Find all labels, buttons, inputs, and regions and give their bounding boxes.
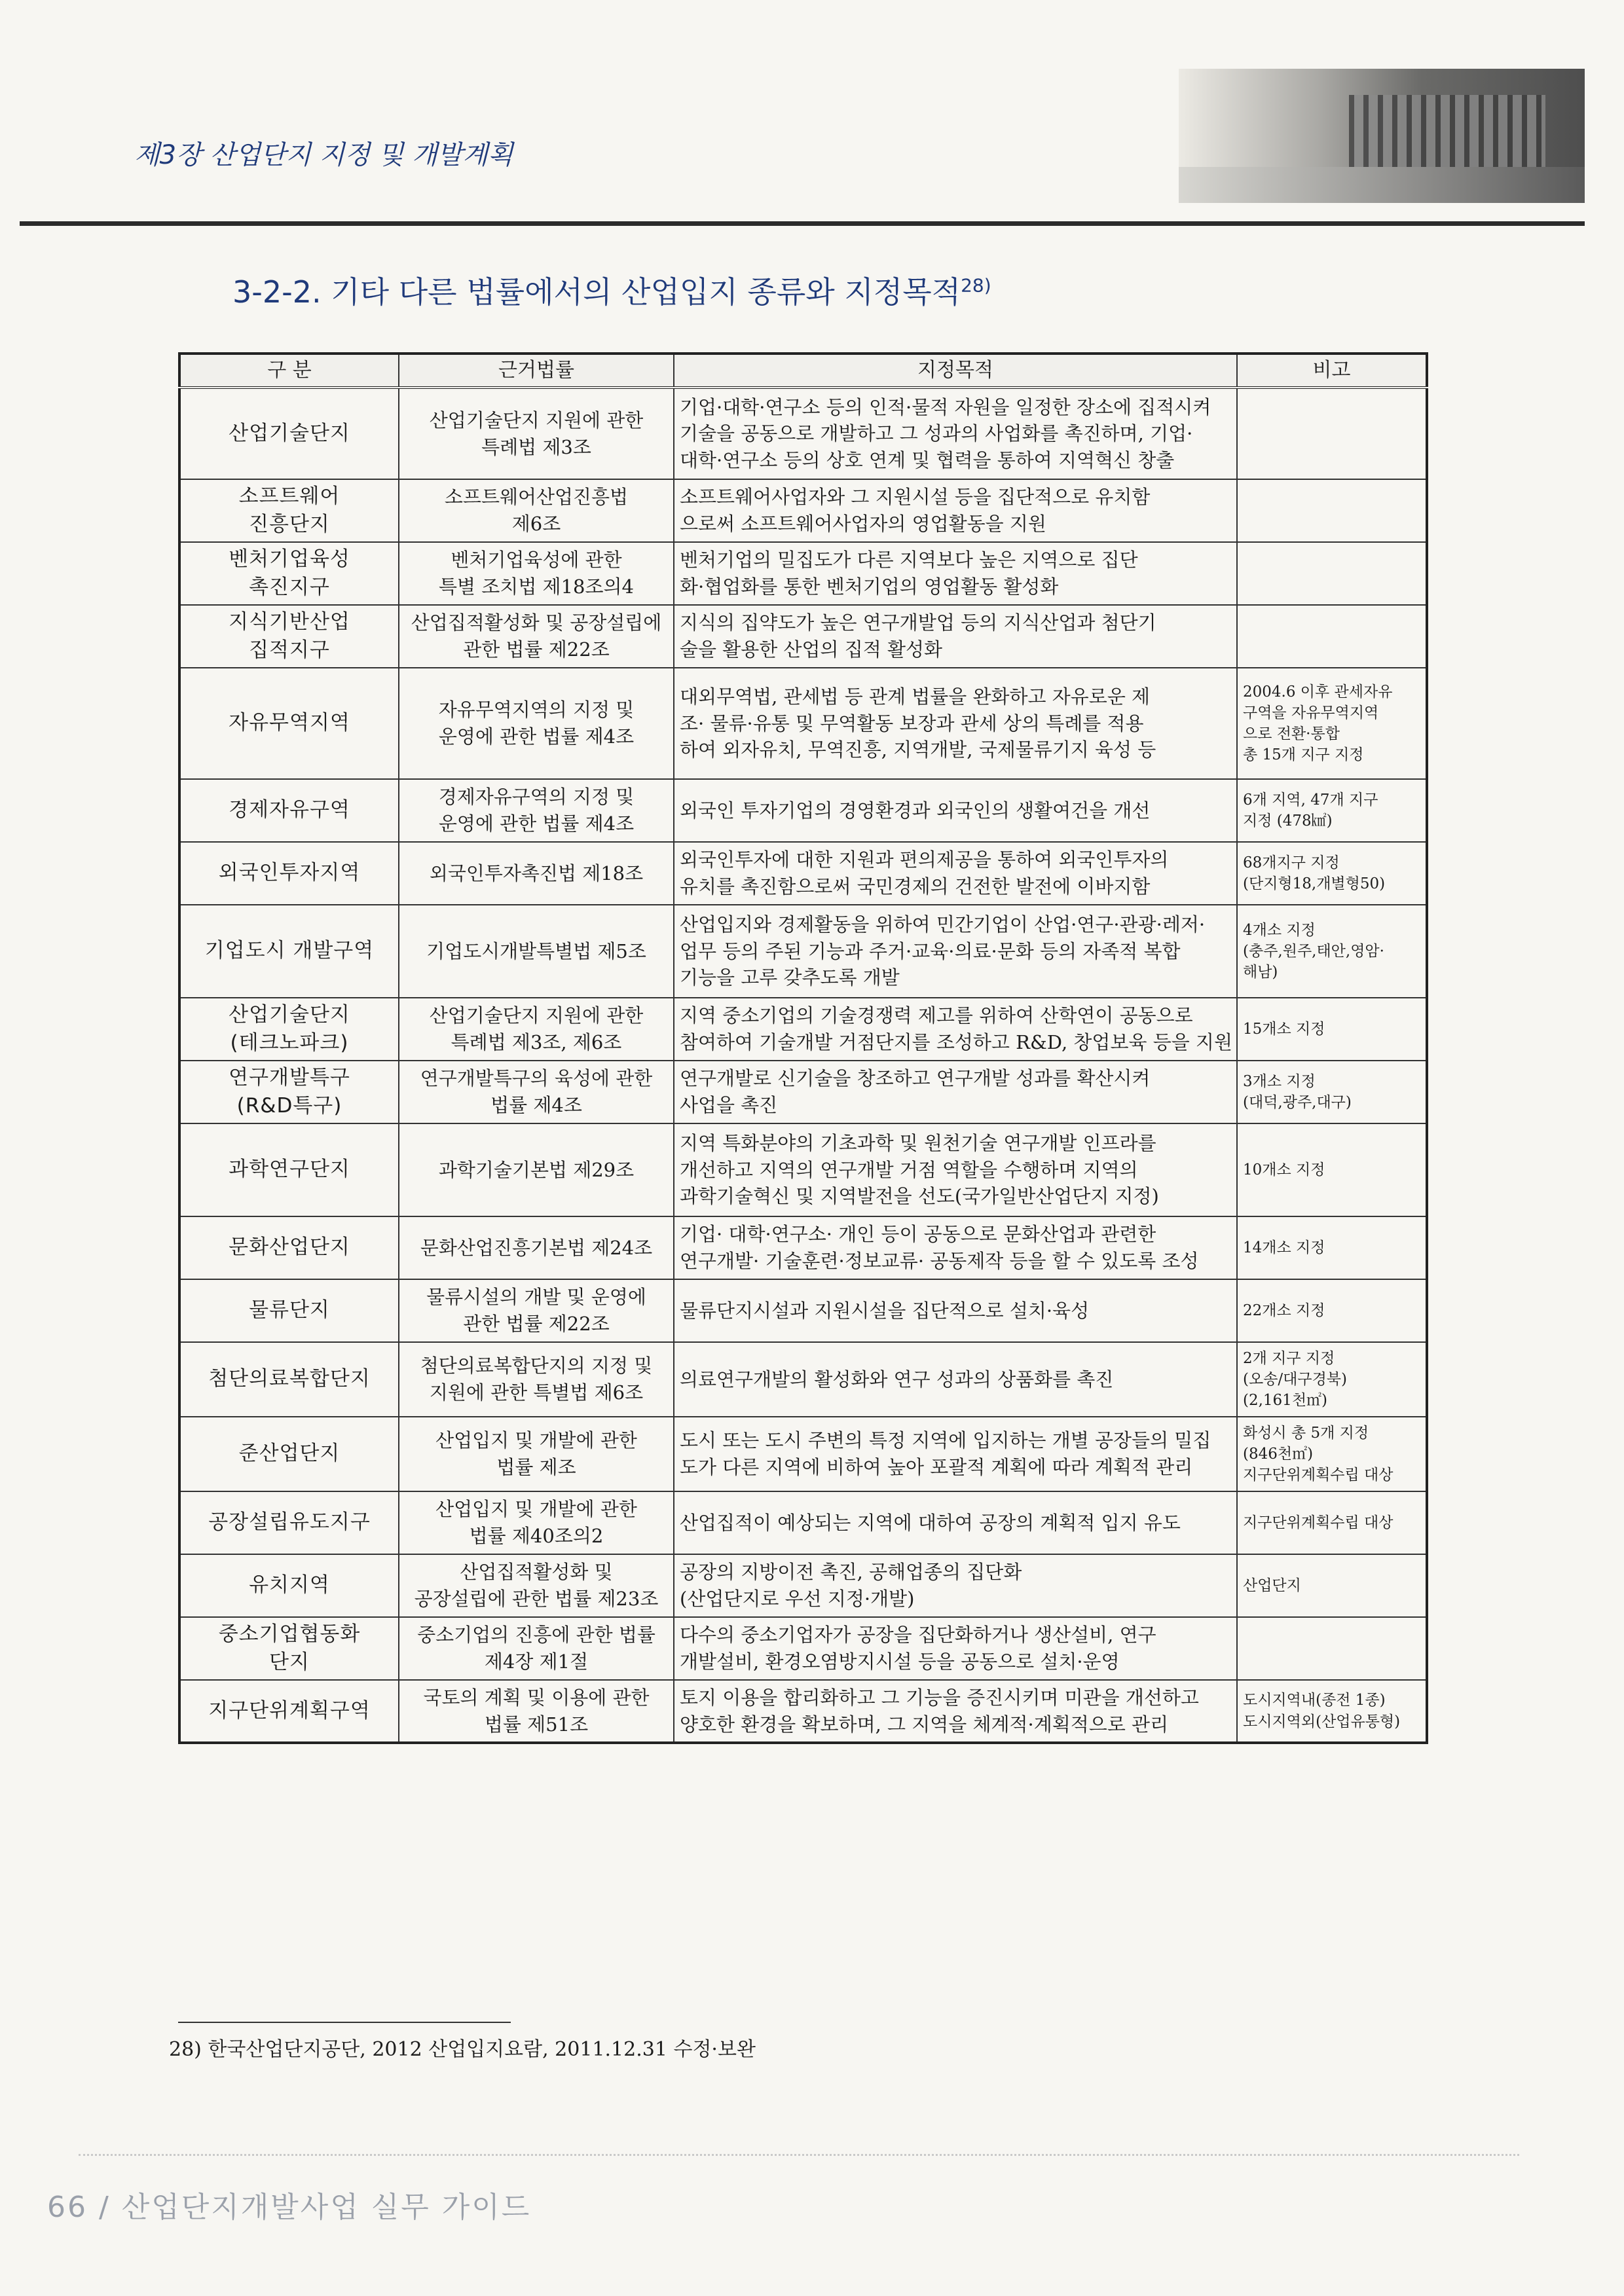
purpose-line: 기업·대학·연구소 등의 인적·물적 자원을 일정한 장소에 집적시켜 bbox=[680, 395, 1211, 418]
note-cell bbox=[1237, 479, 1427, 542]
purpose-cell bbox=[674, 479, 1237, 542]
category-line: 집적지구 bbox=[249, 638, 330, 662]
purpose-line: 개발설비, 환경오염방지시설 등을 공동으로 설치·운영 bbox=[680, 1650, 1120, 1673]
law-line: 첨단의료복합단지의 지정 및 bbox=[420, 1355, 653, 1377]
category-cell bbox=[179, 479, 399, 542]
purpose-line: 개선하고 지역의 연구개발 거점 역할을 수행하며 지역의 bbox=[680, 1158, 1138, 1181]
category-line: 중소기업협동화 bbox=[218, 1622, 361, 1646]
purpose-line: 연구개발· 기술훈련·정보교류· 공동제작 등을 할 수 있도록 조성 bbox=[680, 1250, 1199, 1272]
law-line: 기업도시개발특별법 제5조 bbox=[426, 939, 646, 962]
note-line: 지구단위계획수립 대상 bbox=[1243, 1467, 1393, 1484]
note-cell bbox=[1237, 1061, 1427, 1123]
law-cell bbox=[399, 479, 674, 542]
category-cell bbox=[179, 779, 399, 842]
category-cell bbox=[179, 1617, 399, 1680]
law-line: 운영에 관한 법률 제4조 bbox=[438, 812, 635, 835]
purpose-cell bbox=[674, 998, 1237, 1061]
category-cell bbox=[179, 842, 399, 905]
purpose-cell bbox=[674, 1342, 1237, 1417]
purpose-cell bbox=[674, 1417, 1237, 1491]
law-cell bbox=[399, 388, 674, 479]
footer-divider bbox=[79, 2154, 1519, 2156]
law-line: 중소기업의 진흥에 관한 법률 bbox=[417, 1624, 655, 1647]
law-cell bbox=[399, 1123, 674, 1216]
note-line: 10개소 지정 bbox=[1243, 1161, 1325, 1178]
law-cell bbox=[399, 1342, 674, 1417]
note-line: (오송/대구경북) bbox=[1243, 1370, 1348, 1388]
category-line: 벤처기업육성 bbox=[229, 547, 350, 571]
purpose-line: 도가 다른 지역에 비하여 높아 포괄적 계획에 따라 계획적 관리 bbox=[680, 1456, 1193, 1478]
law-cell bbox=[399, 779, 674, 842]
law-line: 산업입지 및 개발에 관한 bbox=[435, 1498, 637, 1521]
note-cell bbox=[1237, 842, 1427, 905]
category-cell bbox=[179, 1279, 399, 1342]
note-cell bbox=[1237, 1123, 1427, 1216]
section-title bbox=[232, 268, 991, 312]
purpose-line: 하여 외자유치, 무역진흥, 지역개발, 국제물류기지 육성 등 bbox=[680, 738, 1156, 761]
law-line: 경제자유구역의 지정 및 bbox=[438, 786, 635, 809]
category-line: 유치지역 bbox=[249, 1573, 330, 1597]
purpose-line: 기술을 공동으로 개발하고 그 성과의 사업화를 촉진하며, 기업· bbox=[680, 422, 1193, 445]
header-photo bbox=[1179, 69, 1585, 203]
note-cell bbox=[1237, 779, 1427, 842]
law-line: 법률 제40조의2 bbox=[469, 1525, 604, 1547]
purpose-cell bbox=[674, 542, 1237, 605]
table-row bbox=[179, 998, 1427, 1061]
table-row bbox=[179, 1554, 1427, 1617]
purpose-line: 사업을 촉진 bbox=[680, 1094, 778, 1116]
note-line: 15개소 지정 bbox=[1243, 1020, 1325, 1038]
purpose-cell bbox=[674, 1617, 1237, 1680]
table-row bbox=[179, 1617, 1427, 1680]
category-line: 단지 bbox=[269, 1650, 310, 1674]
note-line: (단지형18,개별형50) bbox=[1243, 875, 1386, 892]
purpose-cell bbox=[674, 1279, 1237, 1342]
purpose-cell bbox=[674, 388, 1237, 479]
purpose-cell bbox=[674, 1491, 1237, 1554]
category-line: 자유무역지역 bbox=[229, 711, 350, 735]
law-line: 운영에 관한 법률 제4조 bbox=[438, 725, 635, 748]
category-line: 첨단의료복합단지 bbox=[208, 1367, 371, 1391]
category-cell bbox=[179, 1491, 399, 1554]
purpose-line: 화·협업화를 통한 벤처기업의 영업활동 활성화 bbox=[680, 575, 1059, 598]
purpose-line: 다수의 중소기업자가 공장을 집단화하거나 생산설비, 연구 bbox=[680, 1624, 1156, 1647]
footnote-ref: 28) bbox=[961, 274, 991, 297]
law-line: 법률 제51조 bbox=[484, 1713, 589, 1736]
note-line: 지구단위계획수립 대상 bbox=[1243, 1514, 1393, 1531]
category-line: 준산업단지 bbox=[238, 1442, 341, 1466]
table-row bbox=[179, 605, 1427, 668]
law-line: 산업기술단지 지원에 관한 bbox=[429, 1004, 644, 1027]
table-row bbox=[179, 1417, 1427, 1491]
category-line: 산업기술단지 bbox=[229, 421, 350, 445]
law-cell bbox=[399, 1279, 674, 1342]
note-line: 도시지역외(산업유통형) bbox=[1243, 1713, 1401, 1730]
purpose-cell bbox=[674, 842, 1237, 905]
law-line: 법률 제4조 bbox=[490, 1094, 582, 1116]
note-line: 22개소 지정 bbox=[1243, 1302, 1325, 1319]
law-cell bbox=[399, 1554, 674, 1617]
purpose-line: 의료연구개발의 활성화와 연구 성과의 상품화를 촉진 bbox=[680, 1368, 1114, 1391]
law-line: 산업집적활성화 및 공장설립에 bbox=[411, 611, 662, 634]
law-cell bbox=[399, 1216, 674, 1279]
note-cell bbox=[1237, 388, 1427, 479]
note-cell bbox=[1237, 998, 1427, 1061]
category-cell bbox=[179, 1216, 399, 1279]
law-line: 벤처기업육성에 관한 bbox=[451, 549, 622, 572]
note-cell bbox=[1237, 1216, 1427, 1279]
law-line: 문화산업진흥기본법 제24조 bbox=[420, 1236, 653, 1259]
law-cell bbox=[399, 1417, 674, 1491]
purpose-line: 토지 이용을 합리화하고 그 기능을 증진시키며 미관을 개선하고 bbox=[680, 1686, 1199, 1709]
header-note: 비고 bbox=[1237, 354, 1427, 388]
law-line: 제4장 제1절 bbox=[484, 1650, 589, 1673]
category-line: (R&D특구) bbox=[236, 1094, 342, 1118]
table-row bbox=[179, 668, 1427, 779]
category-line: 물류단지 bbox=[249, 1298, 330, 1322]
law-line: 관한 법률 제22조 bbox=[463, 1313, 610, 1335]
purpose-cell bbox=[674, 1123, 1237, 1216]
category-line: 연구개발특구 bbox=[229, 1065, 350, 1089]
purpose-line: 산업집적이 예상되는 지역에 대하여 공장의 계획적 입지 유도 bbox=[680, 1511, 1181, 1534]
note-line: 총 15개 지구 지정 bbox=[1243, 746, 1364, 764]
law-line: 자유무역지역의 지정 및 bbox=[438, 699, 635, 721]
designation-table bbox=[178, 352, 1428, 1744]
table-row bbox=[179, 1342, 1427, 1417]
purpose-line: 업무 등의 주된 기능과 주거·교육·의료·문화 등의 자족적 복합 bbox=[680, 939, 1181, 962]
note-line: 3개소 지정 bbox=[1243, 1072, 1316, 1090]
category-cell bbox=[179, 905, 399, 998]
note-line: (846천㎡) bbox=[1243, 1445, 1314, 1463]
purpose-line: 술을 활용한 산업의 집적 활성화 bbox=[680, 638, 943, 661]
purpose-line: 물류단지시설과 지원시설을 집단적으로 설치·육성 bbox=[680, 1299, 1090, 1322]
law-cell bbox=[399, 1491, 674, 1554]
purpose-line: 대외무역법, 관세법 등 관계 법률을 완화하고 자유로운 제 bbox=[680, 685, 1151, 708]
law-cell bbox=[399, 842, 674, 905]
purpose-line: 기능을 고루 갖추도록 개발 bbox=[680, 966, 900, 989]
purpose-line: 소프트웨어사업자와 그 지원시설 등을 집단적으로 유치함 bbox=[680, 486, 1151, 509]
law-cell bbox=[399, 998, 674, 1061]
law-line: 특례법 제3조, 제6조 bbox=[451, 1031, 622, 1053]
note-line: (대덕,광주,대구) bbox=[1243, 1094, 1352, 1111]
law-line: 소프트웨어산업진흥법 bbox=[444, 486, 629, 509]
building-image bbox=[1349, 95, 1545, 167]
section-title-text: 3-2-2. 기타 다른 법률에서의 산업입지 종류와 지정목적 bbox=[232, 274, 961, 310]
purpose-line: 연구개발로 신기술을 창조하고 연구개발 성과를 확산시켜 bbox=[680, 1067, 1151, 1090]
category-line: 경제자유구역 bbox=[229, 798, 350, 822]
category-line: 공장설립유도지구 bbox=[208, 1510, 371, 1535]
purpose-line: 산업입지와 경제활동을 위하여 민간기업이 산업·연구·관광·레저· bbox=[680, 913, 1206, 936]
table-body bbox=[179, 388, 1427, 1743]
table-row bbox=[179, 779, 1427, 842]
ground-image bbox=[1179, 167, 1585, 203]
category-cell bbox=[179, 388, 399, 479]
table-row bbox=[179, 1279, 1427, 1342]
law-line: 지원에 관한 특별법 제6조 bbox=[429, 1381, 644, 1404]
table-row bbox=[179, 842, 1427, 905]
category-cell bbox=[179, 1680, 399, 1743]
note-cell bbox=[1237, 605, 1427, 668]
footnote: 28) 한국산업단지공단, 2012 산업입지요람, 2011.12.31 수정·보완 bbox=[169, 2038, 756, 2061]
table-row bbox=[179, 1061, 1427, 1123]
law-cell bbox=[399, 668, 674, 779]
note-line: 2개 지구 지정 bbox=[1243, 1349, 1335, 1367]
category-line: 외국인투자지역 bbox=[218, 861, 361, 885]
law-line: 외국인투자촉진법 제18조 bbox=[429, 862, 644, 884]
law-line: 법률 제조 bbox=[496, 1456, 576, 1478]
law-line: 국토의 계획 및 이용에 관한 bbox=[423, 1686, 650, 1709]
footnote-rule bbox=[178, 2022, 511, 2023]
law-cell bbox=[399, 605, 674, 668]
law-cell bbox=[399, 1680, 674, 1743]
purpose-line: 공장의 지방이전 촉진, 공해업종의 집단화 bbox=[680, 1561, 1022, 1584]
note-line: 14개소 지정 bbox=[1243, 1239, 1325, 1256]
note-cell bbox=[1237, 542, 1427, 605]
category-line: 과학연구단지 bbox=[229, 1157, 350, 1182]
note-cell bbox=[1237, 1342, 1427, 1417]
law-line: 산업집적활성화 및 bbox=[460, 1561, 613, 1584]
category-line: 산업기술단지 bbox=[229, 1002, 350, 1027]
note-cell bbox=[1237, 668, 1427, 779]
header-category: 구 분 bbox=[179, 354, 399, 388]
purpose-line: 으로써 소프트웨어사업자의 영업활동을 지원 bbox=[680, 513, 1046, 535]
note-line: 68개지구 지정 bbox=[1243, 854, 1340, 871]
category-cell bbox=[179, 542, 399, 605]
table-row bbox=[179, 479, 1427, 542]
law-line: 산업기술단지 지원에 관한 bbox=[429, 409, 644, 431]
purpose-cell bbox=[674, 1680, 1237, 1743]
law-line: 공장설립에 관한 법률 제23조 bbox=[414, 1588, 659, 1610]
header-rule bbox=[20, 221, 1585, 226]
category-line: (테크노파크) bbox=[230, 1031, 349, 1055]
table-row bbox=[179, 1216, 1427, 1279]
note-cell bbox=[1237, 1617, 1427, 1680]
header-law: 근거법률 bbox=[399, 354, 674, 388]
purpose-line: 벤처기업의 밀집도가 다른 지역보다 높은 지역으로 집단 bbox=[680, 549, 1138, 572]
category-line: 소프트웨어 bbox=[238, 484, 341, 508]
law-cell bbox=[399, 1061, 674, 1123]
law-line: 산업입지 및 개발에 관한 bbox=[435, 1429, 637, 1452]
law-line: 제6조 bbox=[511, 513, 561, 535]
category-line: 촉진지구 bbox=[249, 575, 330, 599]
purpose-line: (산업단지로 우선 지정·개발) bbox=[680, 1588, 915, 1610]
category-line: 지식기반산업 bbox=[229, 610, 350, 634]
purpose-line: 지역 중소기업의 기술경쟁력 제고를 위하여 산학연이 공동으로 bbox=[680, 1004, 1193, 1027]
note-cell bbox=[1237, 1680, 1427, 1743]
note-line: 으로 전환·통합 bbox=[1243, 725, 1340, 742]
category-cell bbox=[179, 668, 399, 779]
note-line: (2,161천㎡) bbox=[1243, 1392, 1328, 1410]
table-header-row bbox=[179, 354, 1427, 388]
table-row bbox=[179, 1491, 1427, 1554]
law-line: 물류시설의 개발 및 운영에 bbox=[426, 1286, 646, 1309]
table-row bbox=[179, 1123, 1427, 1216]
law-cell bbox=[399, 1617, 674, 1680]
category-cell bbox=[179, 1123, 399, 1216]
note-line: 구역을 자유무역지역 bbox=[1243, 704, 1379, 721]
note-line: 지정 (478㎢) bbox=[1243, 812, 1333, 829]
law-line: 특별 조치법 제18조의4 bbox=[439, 575, 634, 598]
chapter-title: 제3장 산업단지 지정 및 개발계획 bbox=[134, 140, 513, 170]
purpose-line: 지식의 집약도가 높은 연구개발업 등의 지식산업과 첨단기 bbox=[680, 611, 1156, 634]
table-row bbox=[179, 542, 1427, 605]
category-cell bbox=[179, 1342, 399, 1417]
note-line: 도시지역내(종전 1종) bbox=[1243, 1692, 1386, 1709]
note-cell bbox=[1237, 1279, 1427, 1342]
note-line: 6개 지역, 47개 지구 bbox=[1243, 791, 1378, 809]
note-line: 2004.6 이후 관세자유 bbox=[1243, 683, 1393, 701]
purpose-cell bbox=[674, 1554, 1237, 1617]
table-row bbox=[179, 905, 1427, 998]
purpose-line: 과학기술혁신 및 지역발전을 선도(국가일반산업단지 지정) bbox=[680, 1185, 1159, 1208]
purpose-line: 외국인투자에 대한 지원과 편의제공을 통하여 외국인투자의 bbox=[680, 848, 1169, 871]
category-line: 문화산업단지 bbox=[229, 1235, 350, 1260]
category-cell bbox=[179, 605, 399, 668]
law-line: 과학기술기본법 제29조 bbox=[438, 1158, 635, 1181]
law-line: 특례법 제3조 bbox=[481, 435, 591, 458]
purpose-line: 대학·연구소 등의 상호 연계 및 협력을 통하여 지역혁신 창출 bbox=[680, 448, 1175, 471]
note-line: 화성시 총 5개 지정 bbox=[1243, 1424, 1369, 1442]
purpose-cell bbox=[674, 905, 1237, 998]
category-line: 지구단위계획구역 bbox=[208, 1698, 371, 1722]
purpose-line: 조· 물류·유통 및 무역활동 보장과 관세 상의 특례를 적용 bbox=[680, 712, 1144, 735]
purpose-cell bbox=[674, 605, 1237, 668]
law-cell bbox=[399, 905, 674, 998]
purpose-line: 기업· 대학·연구소· 개인 등이 공동으로 문화산업과 관련한 bbox=[680, 1223, 1156, 1246]
note-cell bbox=[1237, 1554, 1427, 1617]
note-cell bbox=[1237, 905, 1427, 998]
purpose-line: 지역 특화분야의 기초과학 및 원천기술 연구개발 인프라를 bbox=[680, 1132, 1156, 1155]
purpose-line: 외국인 투자기업의 경영환경과 외국인의 생활여건을 개선 bbox=[680, 799, 1151, 822]
category-cell bbox=[179, 1061, 399, 1123]
purpose-line: 도시 또는 도시 주변의 특정 지역에 입지하는 개별 공장들의 밀집 bbox=[680, 1429, 1211, 1452]
category-cell bbox=[179, 1417, 399, 1491]
purpose-cell bbox=[674, 1216, 1237, 1279]
note-line: 산업단지 bbox=[1243, 1576, 1301, 1594]
page-footer: 66 / 산업단지개발사업 실무 가이드 bbox=[47, 2191, 532, 2224]
table-row bbox=[179, 1680, 1427, 1743]
category-cell bbox=[179, 1554, 399, 1617]
note-cell bbox=[1237, 1491, 1427, 1554]
category-line: 진흥단지 bbox=[249, 513, 330, 536]
category-line: 기업도시 개발구역 bbox=[204, 939, 375, 963]
table-row bbox=[179, 388, 1427, 479]
law-line: 연구개발특구의 육성에 관한 bbox=[420, 1067, 653, 1090]
purpose-line: 양호한 환경을 확보하며, 그 지역을 체계적·계획적으로 관리 bbox=[680, 1713, 1169, 1736]
note-cell bbox=[1237, 1417, 1427, 1491]
purpose-cell bbox=[674, 1061, 1237, 1123]
note-line: 4개소 지정 bbox=[1243, 921, 1316, 939]
note-line: (충주,원주,태안,영암· bbox=[1243, 942, 1384, 960]
purpose-cell bbox=[674, 668, 1237, 779]
purpose-line: 참여하여 기술개발 거점단지를 조성하고 R&D, 창업보육 등을 지원 bbox=[680, 1031, 1232, 1053]
law-cell bbox=[399, 542, 674, 605]
header-purpose: 지정목적 bbox=[674, 354, 1237, 388]
purpose-cell bbox=[674, 779, 1237, 842]
category-cell bbox=[179, 998, 399, 1061]
law-line: 관한 법률 제22조 bbox=[463, 638, 610, 661]
note-line: 해남) bbox=[1243, 964, 1278, 981]
purpose-line: 유치를 촉진함으로써 국민경제의 건전한 발전에 이바지함 bbox=[680, 875, 1151, 898]
